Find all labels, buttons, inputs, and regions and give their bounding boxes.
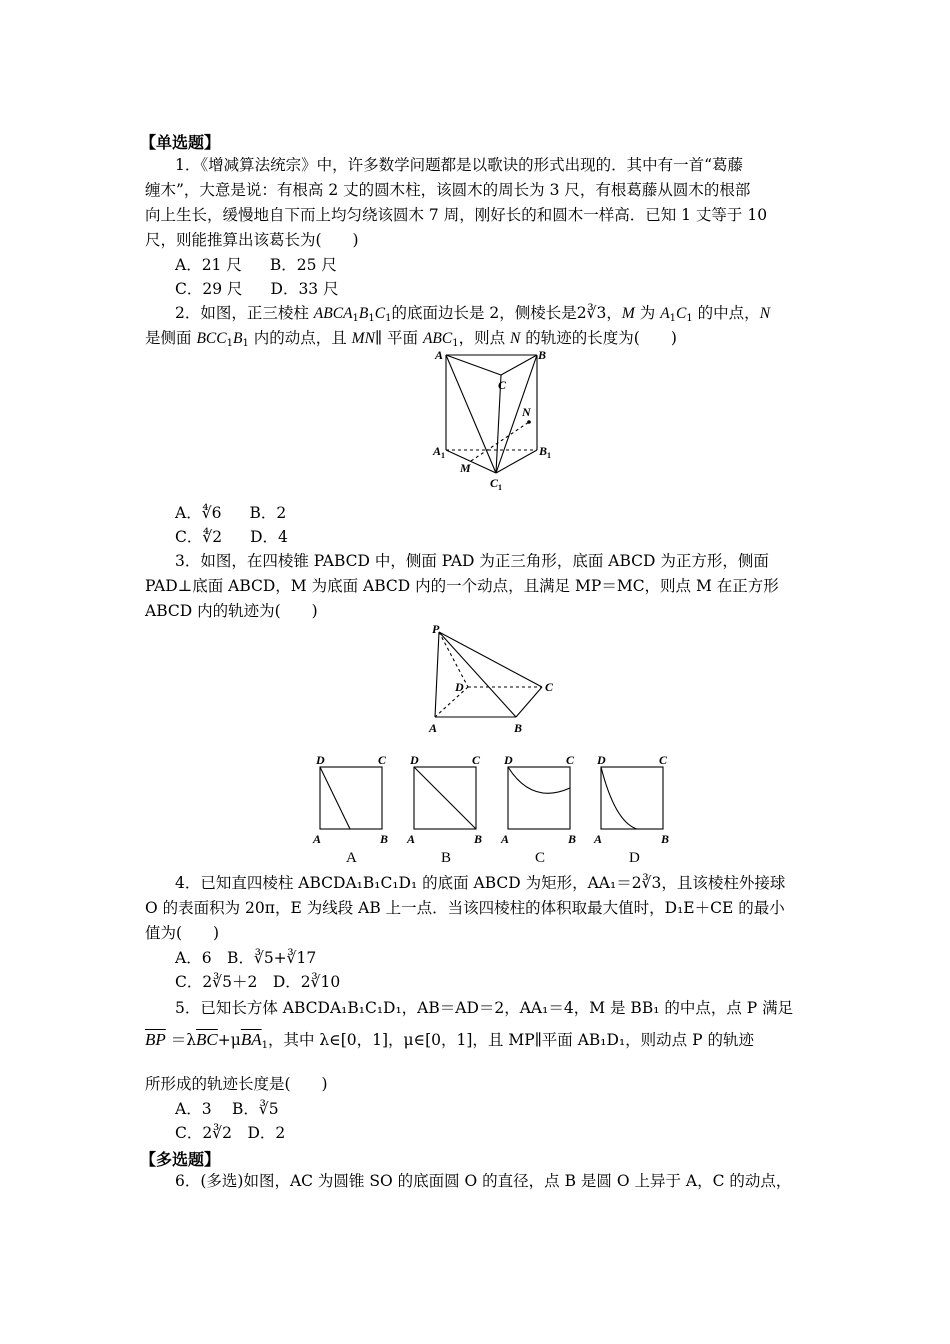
fig2-label-c: C: [498, 378, 507, 392]
q1-option-a: A．21 尺: [175, 256, 242, 274]
q3-line-1: 3．如图，在四棱锥 PABCD 中，侧面 PAD 为正三角形，底面 ABCD 为正方形，侧面: [175, 552, 769, 570]
q2-point-c1: C: [676, 305, 687, 322]
section-heading-multi: 【多选题】: [140, 1150, 221, 1169]
q2-text: 为: [634, 304, 661, 322]
fig2-sub: 1: [547, 451, 551, 460]
fig2-sub: 1: [441, 451, 445, 460]
choice-c-b: B: [568, 832, 577, 846]
choice-a-c: C: [378, 753, 387, 767]
q2-text: 的轨迹的长度为( ): [520, 329, 677, 347]
choice-c-a: A: [501, 832, 510, 846]
q2-option-a: A．∜6: [175, 504, 222, 522]
section-heading-single: 【单选题】: [140, 133, 221, 152]
q2-text: ，: [606, 304, 622, 322]
q2-segment-mn: MN: [351, 330, 375, 347]
q2-point-m: M: [621, 305, 635, 322]
q2-plane: ABC: [422, 330, 453, 347]
vector-ba1: $\overline{BA}$: [240, 1030, 262, 1049]
q1-line-4: 尺，则能推算出该葛长为( ): [145, 231, 359, 249]
q3-pyramid-figure: [425, 620, 560, 738]
q4-options-cd: C．2∛5＋2 D．2∛10: [175, 973, 341, 991]
fig2-label-c1: C: [490, 476, 499, 490]
vector-bp: $\overline{BP}$: [145, 1030, 166, 1049]
q1-option-c: C．29 尺: [175, 280, 243, 298]
fig3-label-c: C: [545, 680, 554, 694]
q2-options-cd: [175, 527, 288, 547]
fig2-sub: 1: [498, 483, 502, 490]
q1-option-b: B．25 尺: [269, 256, 337, 274]
choice-d-c: C: [659, 753, 668, 767]
q5-line-2-rest: ，其中 λ∈[0，1]，μ∈[0，1]，且 MP∥平面 AB₁D₁，则动点 P 的轨迹: [268, 1031, 754, 1049]
fig2-label-m: M: [460, 461, 471, 475]
q5-line-1: 5．已知长方体 ABCDA₁B₁C₁D₁，AB＝AD＝2，AA₁＝4，M 是 BB₁ 的中点，点 P 满足: [175, 999, 794, 1017]
choice-caption-d: D: [629, 850, 640, 866]
choice-d-d: D: [597, 753, 606, 767]
q6-line-1: 6．(多选)如图，AC 为圆锥 SO 的底面圆 O 的直径，点 B 是圆 O 上异于 A，C 的动点，: [175, 1172, 792, 1190]
q1-options-ab: [175, 255, 337, 275]
choice-a-b: B: [380, 832, 389, 846]
choice-b-b: B: [474, 832, 483, 846]
q2-text: 内的动点，且: [248, 329, 352, 347]
fig2-label-b1: B: [539, 444, 548, 458]
q2-text: 的底面边长是 2，侧棱长是: [391, 304, 577, 322]
q2-text: ∥ 平面: [374, 329, 423, 347]
choice-a-d: D: [316, 753, 325, 767]
choice-b-c: C: [472, 753, 481, 767]
choice-c-c: C: [566, 753, 575, 767]
q1-line-3: 向上生长，缓慢地自下而上均匀绕该圆木 7 周，刚好长的和圆木一样高．已知 1 丈等于 10: [145, 206, 768, 224]
q3-line-2: PAD⊥底面 ABCD，M 为底面 ABCD 内的一个动点，且满足 MP＝MC，则点 M 在正方形: [145, 577, 779, 595]
q2-point-a1: A: [660, 305, 670, 322]
q4-options-ab: A．6 B．∛5+∛17: [175, 949, 317, 967]
fig3-label-p: P: [432, 622, 440, 636]
q2-line-1: 2．如图，正三棱柱 $ABCA_1B_1C_1$的底面边长是 2，侧棱长是2∛3，M 为 $A_1C_1$ 的中点，N: [175, 304, 771, 324]
q5-line-2: [145, 1030, 754, 1050]
choice-caption-a: A: [346, 850, 357, 866]
fig2-label-b: B: [538, 348, 547, 362]
choice-a-a: A: [313, 832, 322, 846]
q2-text: 2．如图，正三棱柱: [175, 304, 314, 322]
q1-options-cd: [175, 279, 339, 299]
q5-line-3: 所形成的轨迹长度是( ): [145, 1075, 328, 1093]
q2-face: BCC: [196, 330, 227, 347]
q2-face-b1: B: [232, 330, 243, 347]
choice-caption-c: C: [535, 850, 546, 866]
choice-b-a: A: [407, 832, 416, 846]
q3-line-3: ABCD 内的轨迹为( ): [145, 602, 318, 620]
vector-bc: $\overline{BC}$: [196, 1030, 218, 1049]
fig2-label-a1: A: [433, 444, 442, 458]
q1-option-d: D．33 尺: [270, 280, 339, 298]
fig3-label-d: D: [455, 680, 464, 694]
choice-c-d: D: [504, 753, 513, 767]
fig2-label-n: N: [522, 405, 531, 419]
q4-line-3: 值为( ): [145, 924, 220, 942]
q2-option-b: B．2: [249, 504, 287, 522]
q2-options-ab: [175, 503, 286, 523]
q5-options-ab: A．3 B．∛5: [175, 1100, 279, 1118]
fig3-label-a: A: [429, 721, 438, 735]
q2-prism-name: ABCA: [313, 305, 353, 322]
q5-plus: +μ: [217, 1031, 241, 1049]
q1-line-2: 缠木”，大意是说：有根高 2 丈的圆木柱，该圆木的周长为 3 尺，有根葛藤从圆木的根部: [145, 181, 751, 199]
q2-point-n: N: [510, 330, 521, 347]
q2-edge-length: 2∛3: [576, 304, 607, 322]
q2-text: 的中点，: [692, 304, 760, 322]
q5-options-cd: C．2∛2 D．2: [175, 1124, 286, 1142]
choice-b-d: D: [410, 753, 419, 767]
choice-d-a: A: [594, 832, 603, 846]
q4-line-1: 4．已知直四棱柱 ABCDA₁B₁C₁D₁ 的底面 ABCD 为矩形，AA₁＝2∛3，且该棱柱外接球: [175, 874, 786, 892]
fig3-label-b: B: [514, 721, 523, 735]
q2-line-2: 是侧面 $BCC_1B_1$ 内的动点，且 MN∥ 平面 $ABC_1$，则点 N 的轨迹的长度为( ): [145, 329, 677, 349]
q2-text: ，则点: [458, 329, 511, 347]
q2-option-c: C．∜2: [175, 528, 223, 546]
q4-line-2: O 的表面积为 20π，E 为线段 AB 上一点．当该四棱柱的体积取最大值时，D₁E＋CE 的最小: [145, 899, 785, 917]
q2-text: 是侧面: [145, 329, 197, 347]
q5-eq: ＝λ: [170, 1031, 197, 1049]
vector-ba1-sub: 1: [261, 1040, 268, 1051]
q2-point-n: N: [759, 305, 771, 322]
q1-line-1: 1．《增减算法统宗》中，许多数学问题都是以歌诀的形式出现的．其中有一首“葛藤: [175, 156, 744, 174]
choice-d-b: B: [661, 832, 670, 846]
fig2-label-a: A: [435, 348, 444, 362]
q2-option-d: D．4: [250, 528, 288, 546]
q3-choices-figure: [310, 750, 680, 850]
choice-caption-b: B: [441, 850, 452, 866]
q2-prism-figure: [425, 345, 555, 490]
